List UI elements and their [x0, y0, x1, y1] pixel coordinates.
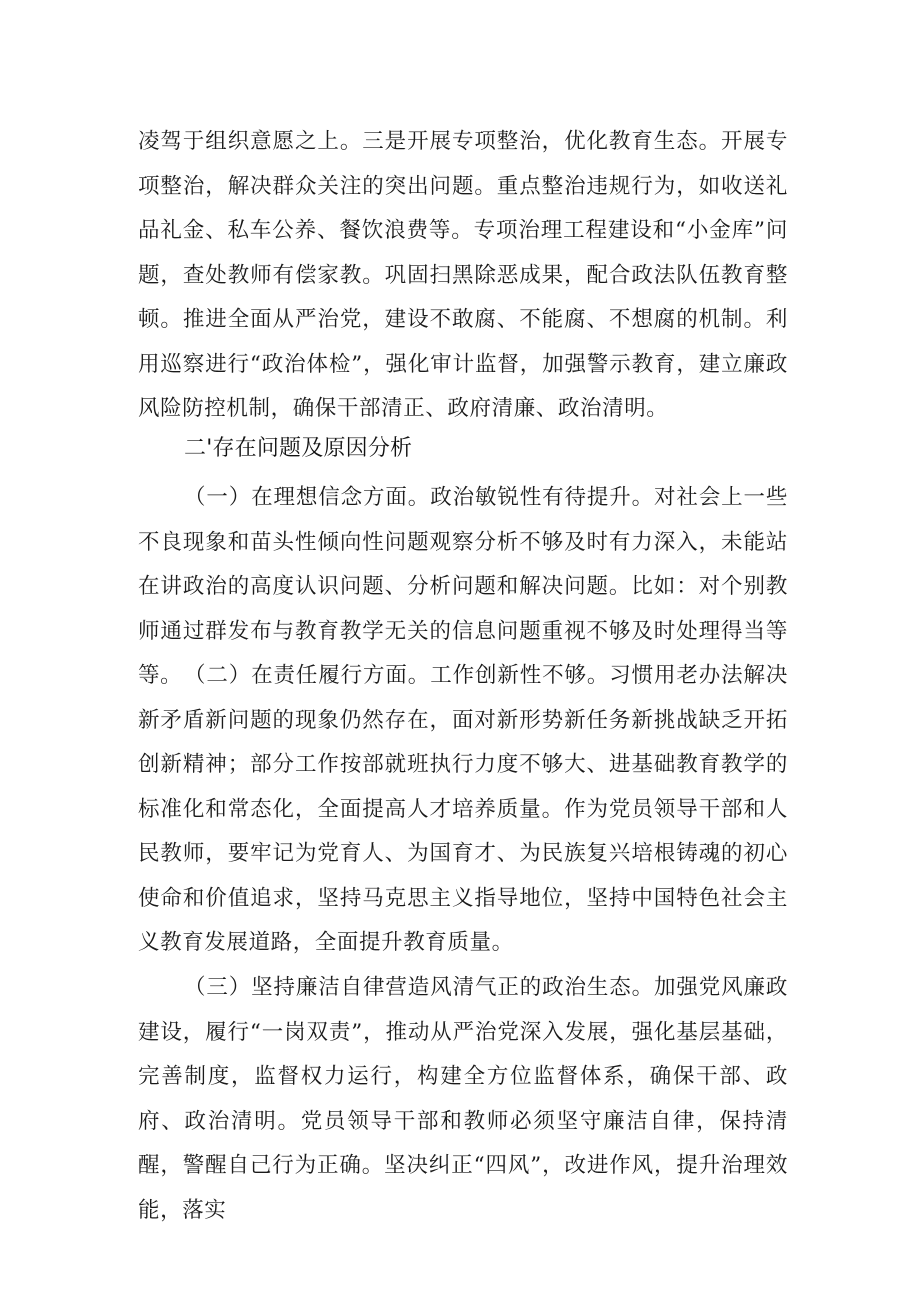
paragraph-item-2: （二）在责任履行方面。工作创新性不够。习惯用老办法解决新矛盾新问题的现象仍然存在，面对新形势新任务新挑战缺乏开拓创新精神；部分工作按部就班执行力度不够大、进基础教育教学的标准化和常态化，全面提高人才培养质量。作为党员领导干部和人民教师，要牢记为党育人、为国育才、为民族复兴培根铸魂的初心使命和价值追求，坚持马克思主义指导地位，坚持中国特色社会主义教育发展道路，全面提升教育质量。 — [138, 663, 788, 955]
intro-paragraph: 凌驾于组织意愿之上。三是开展专项整治，优化教育生态。开展专项整治，解决群众关注的突出问题。重点整治违规行为，如收送礼品礼金、私车公养、餐饮浪费等。专项治理工程建设和“小金库”问题，查处教师有偿家教。巩固扫黑除恶成果，配合政法队伍教育整顿。推进全面从严治党，建设不敢腐、不能腐、不想腐的机制。利用巡察进行“政治体检”，强化审计监督，加强警示教育，建立廉政风险防控机制，确保干部清正、政府清廉、政治清明。 — [138, 129, 788, 421]
paragraph-item-1: （一）在理想信念方面。政治敏锐性有待提升。对社会上一些不良现象和苗头性倾向性问题观察分析不够及时有力深入，未能站在讲政治的高度认识问题、分析问题和解决问题。比如：对个别教师通过群发布与教育教学无关的信息问题重视不够及时处理得当等等。 — [138, 485, 788, 688]
paragraph-item-3: （三）坚持廉洁自律营造风清气正的政治生态。加强党风廉政建设，履行“一岗双责”，推动从严治党深入发展，强化基层基础，完善制度，监督权力运行，构建全方位监督体系，确保干部、政府、政治清明。党员领导干部和教师必须坚守廉洁自律，保持清醒，警醒自己行为正确。坚决纠正“四风”，改进作风，提升治理效能，落实 — [138, 975, 788, 1223]
section-heading: 二'存在问题及原因分析 — [184, 436, 413, 461]
